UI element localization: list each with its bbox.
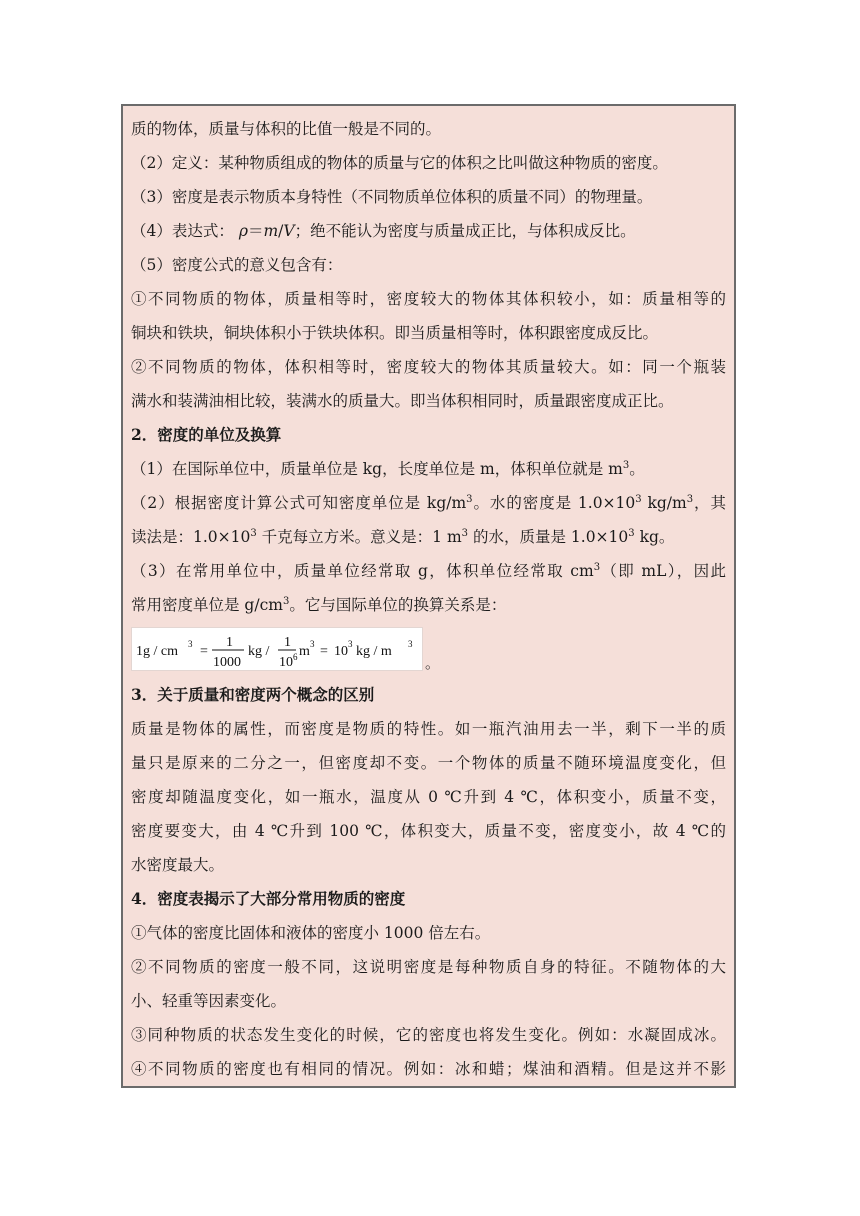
- text-line: 密度要变大，由 4 ℃升到 100 ℃，体积变大，质量不变，密度变小，故 4 ℃的: [131, 822, 726, 840]
- content-box: [121, 104, 736, 1088]
- text-run: ，其: [693, 494, 726, 512]
- expression-prefix: （4）表达式：: [131, 222, 234, 240]
- text-run: 千克每立方米。意义是：1 m: [256, 528, 462, 546]
- formula-rho: ρ: [238, 222, 248, 240]
- text-line: 质量是物体的属性，而密度是物质的特性。如一瓶汽油用去一半，剩下一半的质: [131, 720, 726, 738]
- superscript: 3: [635, 494, 642, 505]
- text-line: ①不同物质的物体，质量相等时，密度较大的物体其体积较小，如：质量相等的: [131, 290, 726, 308]
- text-run: （1）在国际单位中，质量单位是 kg，长度单位是 m，体积单位就是 m: [131, 460, 623, 478]
- text-run: 常用密度单位是 g/cm: [131, 596, 283, 614]
- text-line: 小、轻重等因素变化。: [131, 992, 287, 1010]
- superscript: 3: [622, 460, 630, 471]
- text-line: [131, 554, 726, 588]
- fraction1-numerator: 1: [226, 635, 233, 650]
- section-heading: 4．密度表揭示了大部分常用物质的密度: [131, 889, 406, 908]
- formula-kg-slash: kg /: [248, 644, 270, 659]
- formula-lhs: 1g / cm: [136, 644, 178, 659]
- formula-lhs-exponent: 3: [188, 639, 193, 649]
- text-run: 读法是：1.0×10: [131, 528, 251, 546]
- formula-slash: /: [278, 222, 284, 240]
- text-run: （2）根据密度计算公式可知密度单位是 kg/m: [131, 494, 467, 512]
- text-run: kg/m: [641, 494, 687, 512]
- text-line: 满水和装满油相比较，装满水的质量大。即当体积相同时，质量跟密度成正比。: [131, 392, 674, 410]
- list-item: ③同种物质的状态发生变化的时候，它的密度也将发生变化。例如：水凝固成冰。: [131, 1026, 726, 1044]
- formula-equals-1: =: [200, 644, 208, 659]
- list-item: ②不同物质的密度一般不同，这说明密度是每种物质自身的特征。不随物体的大: [131, 958, 726, 976]
- list-item: ④不同物质的密度也有相同的情况。例如：冰和蜡；煤油和酒精。但是这并不影: [131, 1060, 726, 1078]
- formula-rhs-unit: kg / m: [356, 644, 392, 659]
- formula-m: m: [263, 222, 279, 240]
- text-run: 。: [629, 460, 645, 478]
- text-run: kg。: [634, 528, 675, 546]
- expression-suffix: ；绝不能认为密度与质量成正比，与体积成反比。: [294, 222, 636, 240]
- superscript: 3: [593, 562, 601, 573]
- fraction2-exponent: 6: [293, 652, 298, 662]
- text-line: 质的物体，质量与体积的比值一般是不同的。: [131, 120, 442, 138]
- fraction2-numerator: 1: [284, 635, 291, 650]
- conversion-formula: [131, 627, 423, 671]
- text-line: [131, 452, 726, 486]
- formula-rhs-base: 10: [334, 644, 348, 659]
- conversion-formula-row: [131, 622, 726, 678]
- text-run: （即 mL），因此: [600, 562, 726, 580]
- text-run: 。水的密度是 1.0×10: [472, 494, 636, 512]
- superscript: 3: [282, 596, 290, 607]
- formula-m: m: [299, 644, 310, 659]
- formula-equals-2: =: [320, 644, 328, 659]
- expression-item: [131, 214, 726, 248]
- formula-rhs-exponent: 3: [348, 639, 353, 649]
- property-item: （3）密度是表示物质本身特性（不同物质单位体积的质量不同）的物理量。: [131, 188, 653, 206]
- superscript: 3: [461, 528, 469, 539]
- text-line: 密度却随温度变化，如一瓶水，温度从 0 ℃升到 4 ℃，体积变小，质量不变，: [131, 788, 726, 806]
- definition-item: （2）定义：某种物质组成的物体的质量与它的体积之比叫做这种物质的密度。: [131, 154, 668, 172]
- section-heading: 2．密度的单位及换算: [131, 425, 282, 444]
- section-heading: 3．关于质量和密度两个概念的区别: [131, 685, 375, 704]
- meaning-item: （5）密度公式的意义包含有：: [131, 256, 343, 274]
- superscript: 3: [628, 528, 635, 539]
- formula-rhs-unit-exponent: 3: [408, 639, 413, 649]
- formula-m-exponent: 3: [310, 639, 315, 649]
- fraction2-denominator: 10: [279, 655, 293, 670]
- list-item: ①气体的密度比固体和液体的密度小 1000 倍左右。: [131, 924, 491, 942]
- fraction1-denominator: 1000: [213, 655, 241, 670]
- formula-period: 。: [425, 654, 441, 672]
- text-run: （3）在常用单位中，质量单位经常取 g，体积单位经常取 cm: [131, 562, 594, 580]
- text-line: [131, 588, 726, 622]
- text-run: 。它与国际单位的换算关系是：: [289, 596, 507, 614]
- superscript: 3: [686, 494, 694, 505]
- text-line: [131, 520, 726, 554]
- content-text: [131, 112, 726, 1086]
- text-line: [131, 486, 726, 520]
- text-run: 的水，质量是 1.0×10: [468, 528, 629, 546]
- text-line: 水密度最大。: [131, 856, 225, 874]
- formula-equals: ＝: [247, 222, 264, 240]
- text-line: 量只是原来的二分之一，但密度却不变。一个物体的质量不随环境温度变化，但: [131, 754, 726, 772]
- superscript: 3: [466, 494, 473, 505]
- superscript: 3: [250, 528, 257, 539]
- formula-v: V: [283, 222, 295, 240]
- text-line: 铜块和铁块，铜块体积小于铁块体积。即当质量相等时，体积跟密度成反比。: [131, 324, 659, 342]
- text-line: ②不同物质的物体，体积相等时，密度较大的物体其质量较大。如：同一个瓶装: [131, 358, 726, 376]
